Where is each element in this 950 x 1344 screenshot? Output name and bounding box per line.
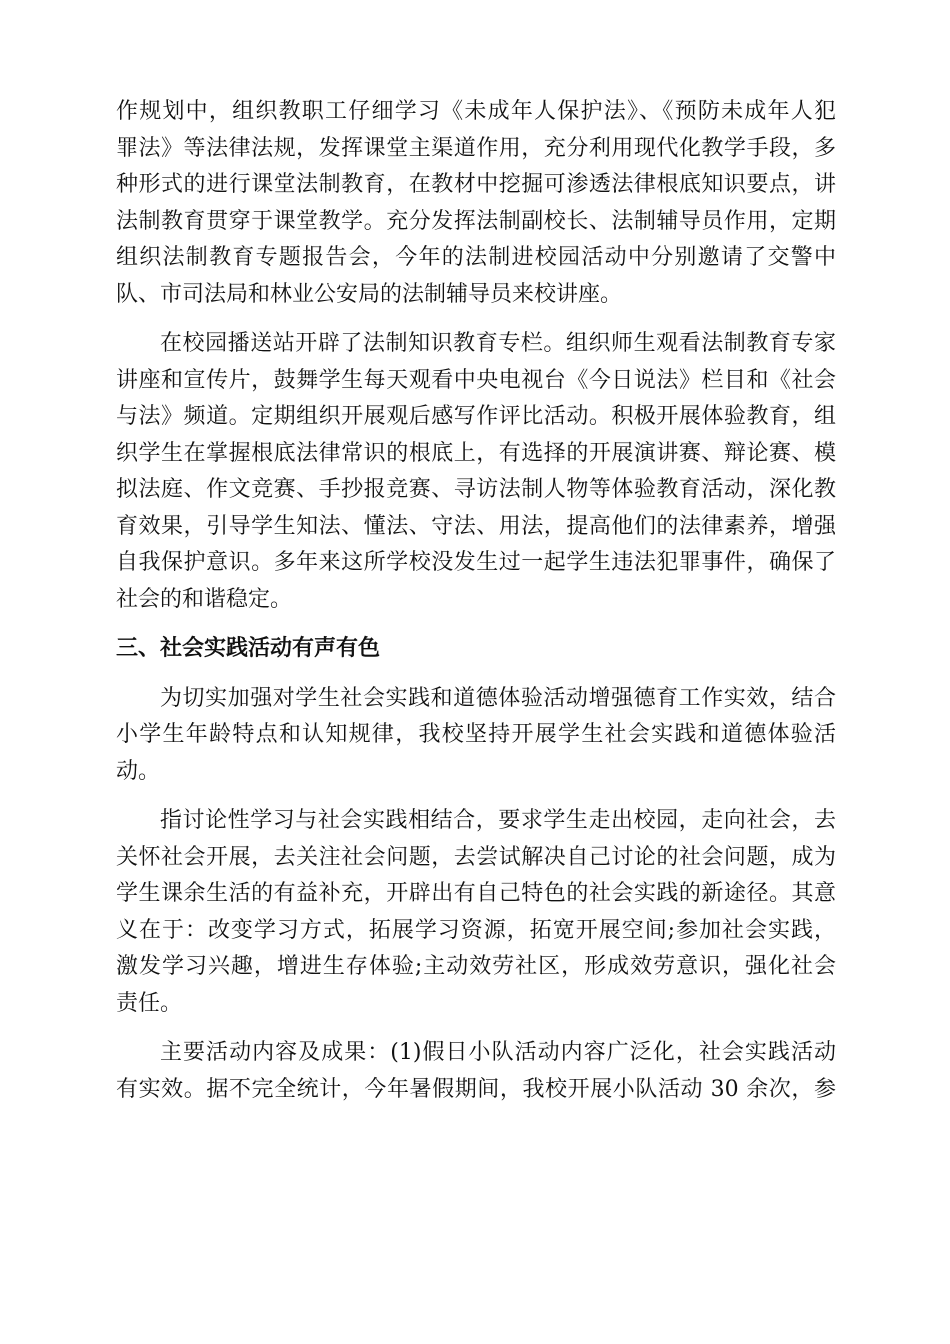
text-line: 学生课余生活的有益补充，开辟出有自己特色的社会实践的新途径。其意 [116, 881, 836, 906]
paragraph-law-education-planning [116, 94, 836, 313]
text-line: 织学生在掌握根底法律常识的根底上，有选择的开展演讲赛、辩论赛、模 [116, 440, 836, 466]
text-line: 动。 [116, 758, 161, 784]
section-heading: 三、社会实践活动有声有色 [116, 636, 381, 661]
paragraph-practice-intro [116, 681, 836, 791]
text-line: 讲座和宣传片，鼓舞学生每天观看中央电视台《今日说法》栏目和《社会 [116, 367, 836, 393]
text-line: 小学生年龄特点和认知规律，我校坚持开展学生社会实践和道德体验活 [116, 722, 836, 747]
text-line: 社会的和谐稳定。 [116, 586, 293, 612]
text-line: 法制教育贯穿于课堂教学。充分发挥法制副校长、法制辅导员作用，定期 [116, 208, 836, 234]
paragraph-activities-results [116, 1035, 836, 1108]
text-line: 组织法制教育专题报告会，今年的法制进校园活动中分别邀请了交警中 [116, 245, 836, 270]
text-line: 激发学习兴趣，增进生存体验;主动效劳社区，形成效劳意识，强化社会 [116, 954, 836, 979]
text-line: 拟法庭、作文竞赛、手抄报竞赛、寻访法制人物等体验教育活动，深化教 [116, 477, 836, 502]
text-line: 为切实加强对学生社会实践和道德体验活动增强德育工作实效，结合 [160, 685, 836, 711]
document-body [116, 94, 836, 1121]
text-line: 队、市司法局和林业公安局的法制辅导员来校讲座。 [116, 281, 623, 307]
text-line: 种形式的进行课堂法制教育，在教材中挖掘可渗透法律根底知识要点，讲 [116, 172, 836, 197]
text-line: 义在于：改变学习方式，拓展学习资源，拓宽开展空间;参加社会实践， [116, 917, 836, 943]
text-line: 有实效。据不完全统计，今年暑假期间，我校开展小队活动 30 余次，参 [116, 1076, 836, 1102]
text-line: 指讨论性学习与社会实践相结合，要求学生走出校园，走向社会，去 [160, 808, 836, 833]
text-line: 作规划中，组织教职工仔细学习《未成年人保护法》、《预防未成年人犯 [116, 99, 836, 124]
text-line: 责任。 [116, 990, 183, 1016]
text-line: 关怀社会开展，去关注社会问题，去尝试解决自己讨论的社会问题，成为 [116, 844, 836, 870]
text-line: 自我保护意识。多年来这所学校没发生过一起学生违法犯罪事件，确保了 [116, 550, 836, 575]
paragraph-research-and-practice [116, 803, 836, 1022]
text-line: 主要活动内容及成果：(1)假日小队活动内容广泛化，社会实践活动 [160, 1040, 836, 1065]
text-line: 罪法》等法律法规，发挥课堂主渠道作用，充分利用现代化教学手段，多 [116, 135, 836, 161]
paragraph-broadcast-column [116, 326, 836, 618]
text-line: 与法》频道。定期组织开展观后感写作评比活动。积极开展体验教育，组 [116, 404, 836, 429]
text-line: 在校园播送站开辟了法制知识教育专栏。组织师生观看法制教育专家 [160, 331, 836, 356]
text-line: 育效果，引导学生知法、懂法、守法、用法，提高他们的法律素养，增强 [116, 513, 836, 539]
